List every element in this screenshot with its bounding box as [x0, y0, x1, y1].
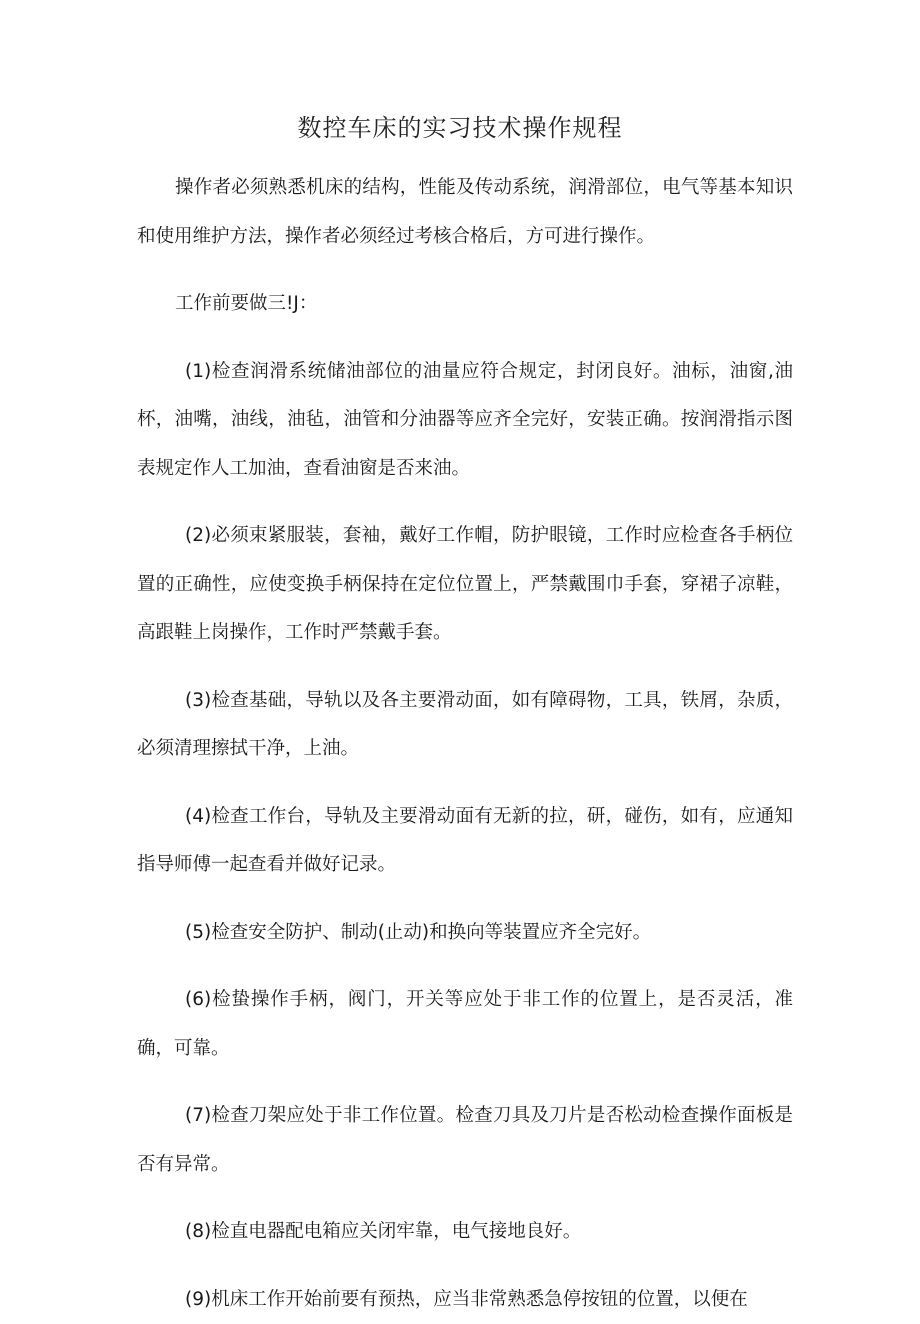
checklist-item-1: (1)检查润滑系统储油部位的油量应符合规定，封闭良好。油标，油窗,油杯，油嘴，油线，油毡，油管和分油器等应齐全完好，安装正确。按润滑指示图表规定作人工加油，查看油窗是否来油。	[137, 348, 793, 494]
checklist-item-3: (3)检查基础，导轨以及各主要滑动面，如有障碍物，工具，铁屑，杂质，必须清理擦拭干净，上油。	[137, 677, 793, 774]
checklist-item-4: (4)检查工作台，导轨及主要滑动面有无新的拉，研，碰伤，如有，应通知指导师傅一起查看并做好记录。	[137, 793, 793, 890]
document-body	[137, 164, 793, 1324]
checklist-item-2: (2)必须束紧服装，套袖，戴好工作帽，防护眼镜，工作时应检查各手柄位置的正确性，应使变换手柄保持在定位位置上，严禁戴围巾手套，穿裙子凉鞋，高跟鞋上岗操作，工作时严禁戴手套。	[137, 512, 793, 658]
checklist-item-7: (7)检查刀架应处于非工作位置。检查刀具及刀片是否松动检查操作面板是否有异常。	[137, 1092, 793, 1189]
intro-paragraph: 操作者必须熟悉机床的结构，性能及传动系统，润滑部位，电气等基本知识和使用维护方法，操作者必须经过考核合格后，方可进行操作。	[137, 164, 793, 261]
checklist-item-9: (9)机床工作开始前要有预热，应当非常熟悉急停按钮的位置，以便在	[137, 1276, 793, 1324]
document-title: 数控车床的实习技术操作规程	[0, 108, 920, 143]
prework-heading: 工作前要做三!J：	[137, 280, 793, 329]
checklist-item-5: (5)检查安全防护、制动(止动)和换向等装置应齐全完好。	[137, 909, 793, 958]
checklist-item-8: (8)检直电器配电箱应关闭牢靠，电气接地良好。	[137, 1208, 793, 1257]
checklist-item-6: (6)检蛰操作手柄，阀门，开关等应处于非工作的位置上，是否灵活，准确，可靠。	[137, 976, 793, 1073]
